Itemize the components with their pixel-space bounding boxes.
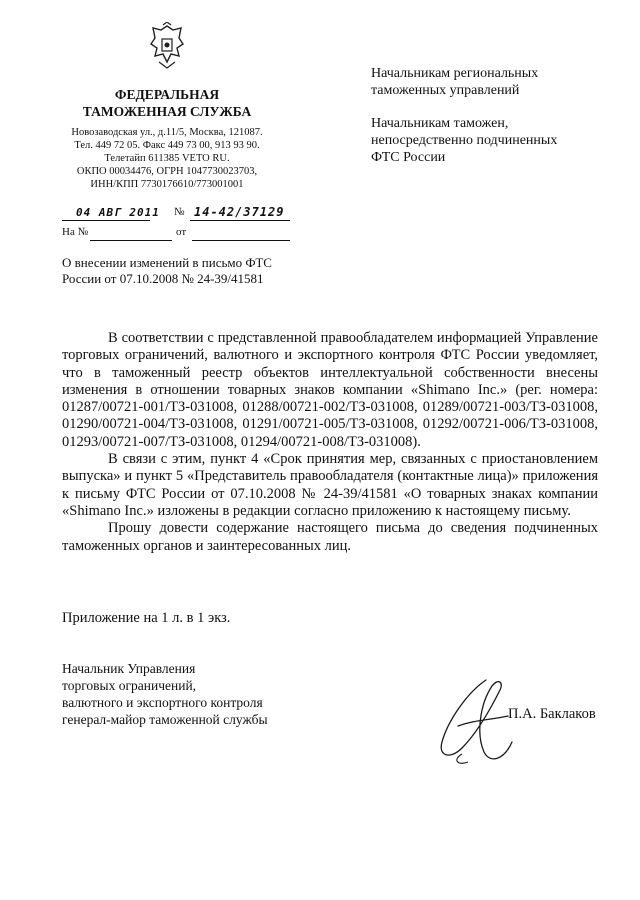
addressee-block [371,65,611,182]
letter-subject [62,255,302,287]
address-line: ОКПО 00034476, ОГРН 1047730023703, [76,166,258,177]
address-line: Новозаводская ул., д.11/5, Москва, 121087. [71,127,263,138]
incoming-reference [62,226,292,242]
subject-line: О внесении изменений в письмо ФТС [62,255,272,270]
addressee-line: непосредственно подчиненных [371,133,558,148]
outgoing-reference [62,206,292,222]
body-paragraph: Прошу довести содержание настоящего письма до сведения подчиненных таможенных органов и заинтересованных лиц. [62,520,598,554]
subject-line: России от 07.10.2008 № 24-39/41581 [62,271,264,286]
org-address [62,126,272,191]
addressee-line: Начальникам таможен, [371,116,509,131]
addressee-line: Начальникам региональных [371,66,539,81]
organization-name [62,86,272,120]
org-line-2: ТАМОЖЕННАЯ СЛУЖБА [82,104,252,119]
body-paragraph: В связи с этим, пункт 4 «Срок принятия мер, связанных с приостановлением выпуска» и пункт 5 «Представитель правообладателя (контактные лица)» приложения к письму ФТС России от 07.10.2008 № 24-39/41581 «О товарных знаках компании «Shimano Inc.» изложены в редакции согласно приложению к настоящему письму. [62,451,598,519]
signer-line: торговых ограничений, [62,678,197,693]
from-label: от [176,226,187,238]
address-line: Телетайп 611385 VETO RU. [104,153,230,164]
letter-body [62,330,598,555]
signer-line: Начальник Управления [62,661,196,676]
address-line: ИНН/КПП 7730176610/773001001 [90,179,244,190]
signer-position [62,660,342,728]
number-label: № [174,206,185,218]
org-line-1: ФЕДЕРАЛЬНАЯ [114,87,220,102]
appendix-note: Приложение на 1 л. в 1 экз. [62,610,231,626]
state-emblem-icon [147,22,187,70]
signer-line: валютного и экспортного контроля [62,695,263,710]
signer-line: генерал-майор таможенной службы [62,712,268,727]
letter-number: 14-42/37129 [194,205,285,219]
on-number-label: На № [62,226,89,238]
addressee-line: таможенных управлений [371,83,520,98]
letter-date: 04 АВГ 2011 [76,206,160,219]
signer-name: П.А. Баклаков [508,706,596,722]
addressee-line: ФТС России [371,150,446,165]
body-paragraph: В соответствии с представленной правообладателем информацией Управление торговых ограничений, валютного и экспортного контроля ФТС России уведомляет, что в таможенный реестр объектов интеллектуальной собственности внесены изменения в отношении товарных знаков компании «Shimano Inc.» (рег. номера: 01287/00721-001/ТЗ-031008, 01288/00721-002/ТЗ-031008, 01289/00721-003/ТЗ-031008, 01290/00721-004/ТЗ-031008, 01291/00721-005/ТЗ-031008, 01292/00721-006/ТЗ-031008, 01293/00721-007/ТЗ-031008, 01294/00721-008/ТЗ-031008). [62,330,598,450]
address-line: Тел. 449 72 05. Факс 449 73 00, 913 93 90. [74,140,260,151]
